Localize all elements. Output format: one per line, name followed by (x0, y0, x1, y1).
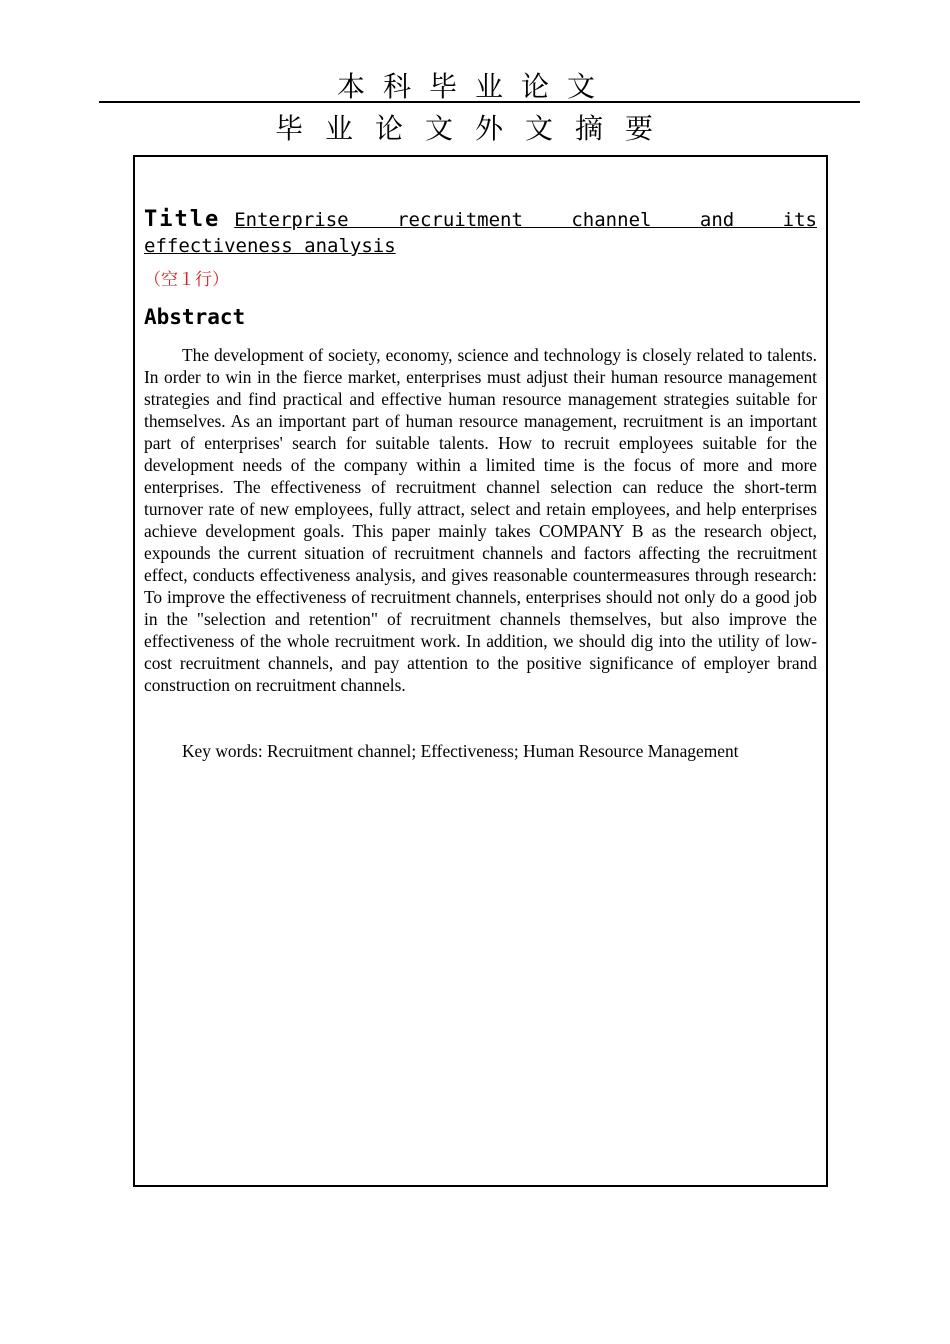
header-divider (99, 101, 860, 103)
page-title: 毕业论文外文摘要 (274, 112, 675, 145)
thesis-title-text: Enterprise recruitment channel and its effectiveness analysis (144, 209, 817, 257)
document-header-title: 本科毕业论文 (336, 70, 613, 103)
title-label: Title (144, 207, 221, 232)
abstract-body: The development of society, economy, science and technology is closely related to talents. In order to win in the fierce market, enterprises must adjust their human resource management strategies and find practical and effective human resource management strategies suitable for themselves. As an important part of human resource management, recruitment is an important part of enterprises' search for suitable talents. How to recruit employees suitable for the development needs of the company within a limited time is the focus of more and more enterprises. The effectiveness of recruitment channel selection can reduce the short-term turnover rate of new employees, fully attract, select and retain employees, and help enterprises achieve development goals. This paper mainly takes COMPANY B as the research object, expounds the current situation of recruitment channels and factors affecting the recruitment effect, conducts effectiveness analysis, and gives reasonable countermeasures through research: To improve the effectiveness of recruitment channels, enterprises should not only do a good job in the "selection and retention" of recruitment channels themselves, but also improve the effectiveness of the whole recruitment work. In addition, we should dig into the utility of low-cost recruitment channels, and pay attention to the positive significance of employer brand construction on recruitment channels. (144, 345, 817, 695)
abstract-content (144, 207, 817, 762)
blank-line-note: （空１行） (144, 270, 229, 290)
abstract-frame (133, 155, 828, 1187)
abstract-heading: Abstract (144, 305, 246, 329)
thesis-title-row (144, 207, 817, 259)
keywords-line: Key words: Recruitment channel; Effectiveness; Human Resource Management (182, 741, 739, 761)
